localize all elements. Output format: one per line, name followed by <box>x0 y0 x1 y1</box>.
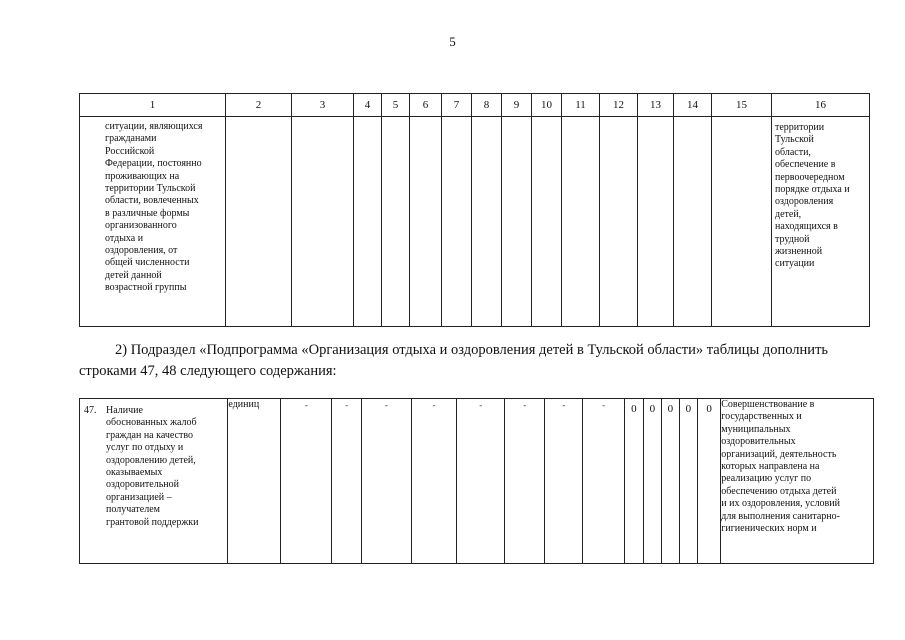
text-line: детей, <box>775 208 802 220</box>
text-line: области, вовлеченных <box>105 195 199 207</box>
text-line: порядке отдыха и <box>775 184 850 196</box>
header-cell: 4 <box>354 94 382 117</box>
text-line: возрастной группы <box>105 282 187 294</box>
text-line: в различные формы <box>105 207 190 219</box>
empty-cell <box>354 117 382 327</box>
empty-cell <box>410 117 442 327</box>
text-line: Федерации, постоянно <box>105 158 202 170</box>
empty-cell <box>382 117 410 327</box>
text-line: граждан на качество <box>106 429 194 441</box>
row-number: 47. <box>84 405 97 416</box>
text-line: ситуации, являющихся <box>105 121 203 132</box>
header-cell: 6 <box>410 94 442 117</box>
header-cell: 12 <box>600 94 638 117</box>
header-cell: 15 <box>712 94 772 117</box>
header-cell: 3 <box>292 94 354 117</box>
empty-cell <box>674 117 712 327</box>
indicator-cell <box>80 399 228 564</box>
dash-mark: - <box>345 400 349 410</box>
text-line: ситуации <box>775 258 815 270</box>
empty-cell <box>502 117 532 327</box>
text-line: получателем <box>106 504 160 516</box>
value-cell <box>361 399 411 564</box>
text-line: Совершенствование в <box>721 399 815 410</box>
dash-mark: - <box>384 400 388 410</box>
header-cell: 11 <box>562 94 600 117</box>
text-line: обоснованных жалоб <box>106 417 197 429</box>
page-number: 5 <box>449 34 456 49</box>
text-line: Тульской <box>775 134 814 146</box>
text-line: Наличие <box>106 405 143 416</box>
empty-cell <box>292 117 354 327</box>
empty-cell <box>226 117 292 327</box>
dash-mark: - <box>432 400 436 410</box>
value-cell <box>332 399 362 564</box>
empty-cell <box>712 117 772 327</box>
dash-mark: - <box>304 400 308 410</box>
empty-cell <box>600 117 638 327</box>
value-cell <box>505 399 545 564</box>
new-rows-table <box>79 398 874 564</box>
text-line: трудной <box>775 233 810 245</box>
empty-cell <box>442 117 472 327</box>
header-cell: 1 <box>80 94 226 117</box>
text-line: оздоровлению детей, <box>106 454 196 466</box>
empty-cell <box>562 117 600 327</box>
text-line: проживающих на <box>105 170 180 182</box>
text-line: детей данной <box>105 269 162 281</box>
text-line: Российской <box>105 145 155 157</box>
table-row <box>80 117 870 327</box>
text-line: грантовой поддержки <box>106 516 199 528</box>
header-cell: 5 <box>382 94 410 117</box>
text-line: первоочередном <box>775 171 845 183</box>
value-cell <box>545 399 583 564</box>
amendment-paragraph-line1: 2) Подраздел «Подпрограмма «Организация отдыха и оздоровления детей в Тульской области» таблицы дополнить <box>115 342 829 358</box>
unit-cell: единиц <box>228 399 281 564</box>
text-line: оздоровительных <box>721 436 796 448</box>
dash-mark: - <box>562 400 566 410</box>
result-cell <box>721 399 874 564</box>
dash-mark: - <box>602 400 606 410</box>
header-cell: 14 <box>674 94 712 117</box>
value-cell <box>411 399 457 564</box>
empty-cell <box>532 117 562 327</box>
text-line: находящихся в <box>775 221 838 233</box>
text-line: отдыха и <box>105 232 144 244</box>
text-line: услуг по отдыху и <box>106 442 184 454</box>
continuation-table <box>79 93 870 327</box>
header-cell: 13 <box>638 94 674 117</box>
text-line: жизненной <box>775 246 823 258</box>
value-cell: 0 <box>697 399 720 564</box>
dash-mark: - <box>479 400 483 410</box>
text-line: области, <box>775 146 811 158</box>
table-header-row <box>80 94 870 117</box>
empty-cell <box>638 117 674 327</box>
value-cell <box>281 399 332 564</box>
text-line: реализацию услуг по <box>721 473 812 485</box>
text-line: которых направлена на <box>721 461 820 473</box>
empty-cell <box>472 117 502 327</box>
text-line: организованного <box>105 220 177 232</box>
text-line: организацией – <box>106 491 172 503</box>
value-cell: 0 <box>661 399 679 564</box>
text-line: и их оздоровления, условий <box>721 498 840 510</box>
result-cell <box>772 117 870 327</box>
text-line: муниципальных <box>721 423 791 435</box>
header-cell: 9 <box>502 94 532 117</box>
header-cell: 8 <box>472 94 502 117</box>
text-line: оздоровления <box>775 196 834 208</box>
value-cell: 0 <box>679 399 697 564</box>
text-line: обеспечению отдыха детей <box>721 485 837 497</box>
text-line: оздоровительной <box>106 479 179 491</box>
value-cell: 0 <box>643 399 661 564</box>
text-line: государственных и <box>721 411 802 423</box>
value-cell <box>457 399 505 564</box>
text-line: территории <box>775 122 825 133</box>
text-line: оказываемых <box>106 467 163 479</box>
text-line: обеспечение в <box>775 159 836 171</box>
text-line: гражданами <box>105 133 157 145</box>
amendment-paragraph-line2: строками 47, 48 следующего содержания: <box>79 363 337 379</box>
header-cell: 10 <box>532 94 562 117</box>
header-cell: 2 <box>226 94 292 117</box>
text-line: организаций, деятельность <box>721 448 837 460</box>
header-cell: 7 <box>442 94 472 117</box>
text-line: гигиенических норм и <box>721 523 817 535</box>
table-row-47 <box>80 399 874 564</box>
dash-mark: - <box>523 400 527 410</box>
value-cell: 0 <box>624 399 643 564</box>
text-line: для выполнения санитарно- <box>721 510 840 522</box>
text-line: общей численности <box>105 257 190 269</box>
text-line: территории Тульской <box>105 183 196 195</box>
value-cell <box>583 399 624 564</box>
text-line: оздоровления, от <box>105 245 178 257</box>
header-cell: 16 <box>772 94 870 117</box>
indicator-cell <box>80 117 226 327</box>
